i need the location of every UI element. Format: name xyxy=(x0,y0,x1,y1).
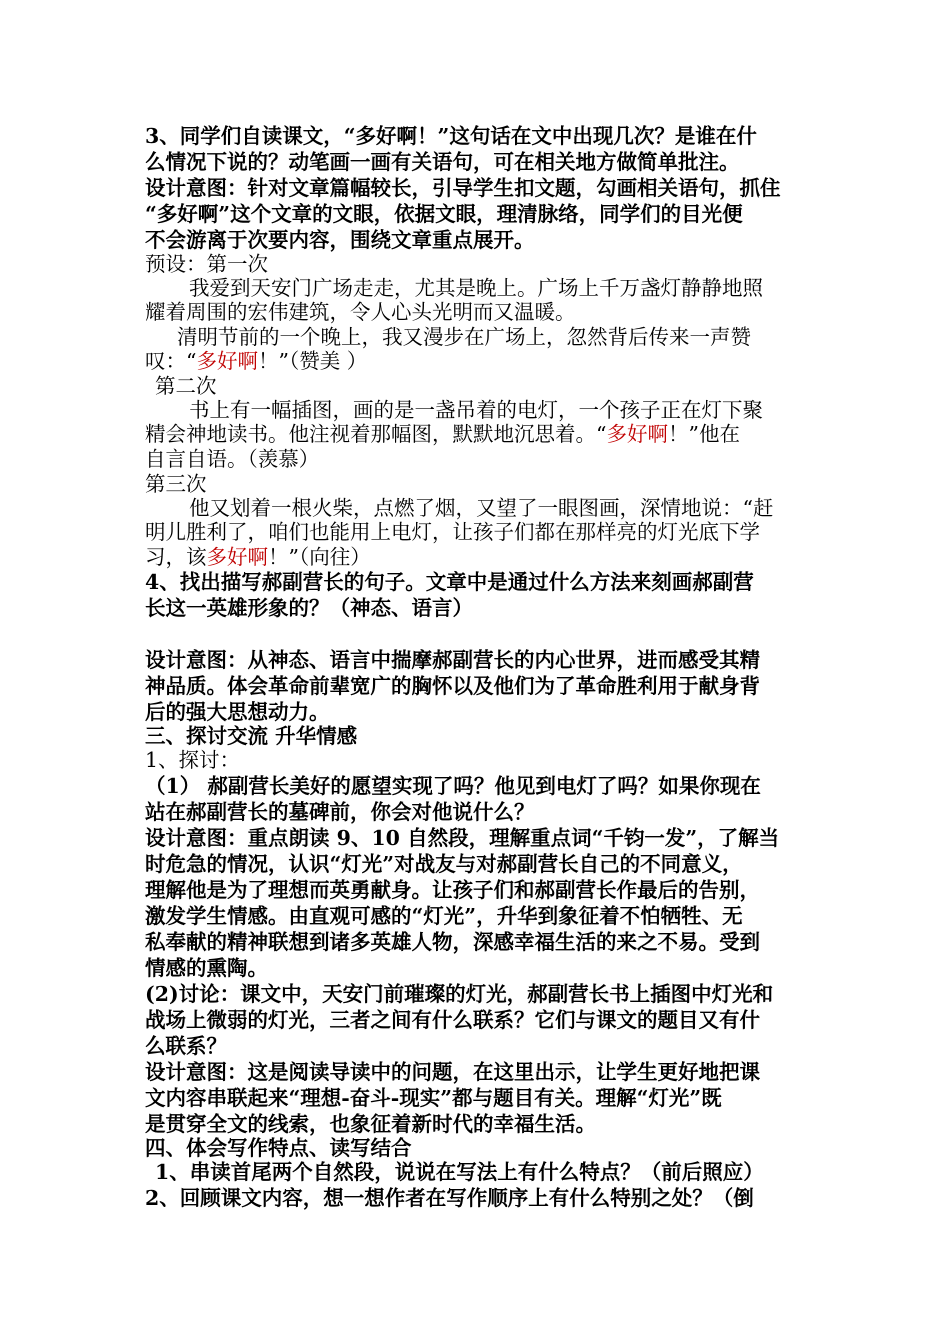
text-line: 长这一英雄形象的？（神态、语言） xyxy=(145,596,473,620)
text-line: 4、找出描写郝副营长的句子。文章中是通过什么方法来刻画郝副营 xyxy=(145,570,754,594)
highlight-text: 多好啊 xyxy=(196,349,258,373)
text-line: “多好啊”这个文章的文眼，依据文眼，理清脉络，同学们的目光便 xyxy=(145,202,743,226)
section-heading: 三、探讨交流 升华情感 xyxy=(145,724,358,748)
text-line: (2)讨论：课文中，天安门前璀璨的灯光，郝副营长书上插图中灯光和 xyxy=(145,982,774,1006)
text-line: 战场上微弱的灯光，三者之间有什么联系？它们与课文的题目又有什 xyxy=(145,1008,760,1032)
highlight-text: 多好啊 xyxy=(206,545,268,569)
text-line: 理解他是为了理想而英勇献身。让孩子们和郝副营长作最后的告别， xyxy=(145,878,760,902)
text-line: 时危急的情况，认识“灯光”对战友与对郝副营长自己的不同意义， xyxy=(145,852,743,876)
text-line: 第三次 xyxy=(145,472,207,496)
section-heading: 四、体会写作特点、读写结合 xyxy=(145,1136,412,1160)
text-line: 情感的熏陶。 xyxy=(145,956,268,980)
text-line: 设计意图：针对文章篇幅较长，引导学生扣文题，勾画相关语句，抓住 xyxy=(145,176,781,200)
text-line: 习，该多好啊！”（向往） xyxy=(145,545,371,569)
text-line: 清明节前的一个晚上，我又漫步在广场上，忽然背后传来一声赞 xyxy=(177,325,751,349)
text-line: 后的强大思想动力。 xyxy=(145,700,330,724)
text-line: 么联系？ xyxy=(145,1034,227,1058)
text-line: 不会游离于次要内容，围绕文章重点展开。 xyxy=(145,228,535,252)
text-line: 预设：第一次 xyxy=(145,252,268,276)
text-line: 1、串读首尾两个自然段，说说在写法上有什么特点？（前后照应） xyxy=(155,1160,764,1184)
text-line: 激发学生情感。由直观可感的“灯光”，升华到象征着不怕牺牲、无 xyxy=(145,904,743,928)
text-line: 3、同学们自读课文，“多好啊！”这句话在文中出现几次？是谁在什 xyxy=(145,124,757,148)
text-line: 叹：“多好啊！”（赞美 ） xyxy=(145,349,368,373)
text-line: 2、回顾课文内容，想一想作者在写作顺序上有什么特别之处？（倒 xyxy=(145,1186,754,1210)
text-line: 神品质。体会革命前辈宽广的胸怀以及他们为了革命胜利用于献身背 xyxy=(145,674,760,698)
text-line: 1、探讨： xyxy=(145,748,241,772)
text-line: 明儿胜利了，咱们也能用上电灯，让孩子们都在那样亮的灯光底下学 xyxy=(145,520,760,544)
text-line: （1） 郝副营长美好的愿望实现了吗？他见到电灯了吗？如果你现在 xyxy=(145,774,761,798)
text-line: 设计意图：这是阅读导读中的问题，在这里出示，让学生更好地把课 xyxy=(145,1060,760,1084)
text-line: 我爱到天安门广场走走，尤其是晚上。广场上千万盏灯静静地照 xyxy=(189,276,763,300)
text-line: 设计意图：重点朗读 9、10 自然段，理解重点词“千钧一发”，了解当 xyxy=(145,826,780,850)
text-line: 文内容串联起来“理想-奋斗-现实”都与题目有关。理解“灯光”既 xyxy=(145,1086,722,1110)
text-line: 么情况下说的？动笔画一画有关语句，可在相关地方做简单批注。 xyxy=(145,150,740,174)
text-line: 私奉献的精神联想到诸多英雄人物，深感幸福生活的来之不易。受到 xyxy=(145,930,760,954)
text-line: 设计意图：从神态、语言中揣摩郝副营长的内心世界，进而感受其精 xyxy=(145,648,760,672)
text-line: 耀着周围的宏伟建筑，令人心头光明而又温暖。 xyxy=(145,300,576,324)
text-line: 是贯穿全文的线索，也象征着新时代的幸福生活。 xyxy=(145,1112,596,1136)
text-line: 自言自语。（羡慕） xyxy=(145,447,320,471)
text-line: 他又划着一根火柴，点燃了烟，又望了一眼图画，深情地说：“赶 xyxy=(189,496,774,520)
text-line: 站在郝副营长的墓碑前，你会对他说什么？ xyxy=(145,800,535,824)
text-line: 书上有一幅插图，画的是一盏吊着的电灯，一个孩子正在灯下聚 xyxy=(189,398,763,422)
text-line: 第二次 xyxy=(155,374,217,398)
text-line: 精会神地读书。他注视着那幅图，默默地沉思着。“多好啊！”他在 xyxy=(145,422,740,446)
highlight-text: 多好啊 xyxy=(606,422,668,446)
